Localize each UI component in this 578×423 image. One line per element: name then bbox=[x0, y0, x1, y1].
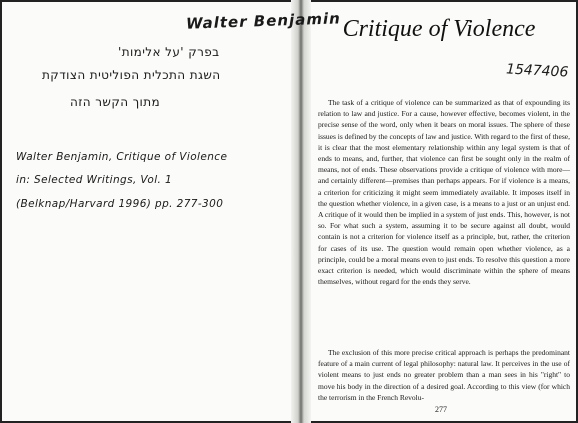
citation-line-1: Walter Benjamin, Critique of Violence bbox=[16, 151, 228, 163]
body-paragraph-2: The exclusion of this more precise critical approach is perhaps the predominant feature of a main current of legal philosophy: natural law. It perceives in the use of violent means to just ends no greater problem than a man sees in his "right" to move his body in the direction of a desired goal. According to this view (for which the terrorism in the French Revolu- bbox=[318, 348, 570, 402]
citation-line-3: (Belknap/Harvard 1996) pp. 277-300 bbox=[16, 198, 224, 210]
scan-border-top bbox=[0, 0, 578, 2]
citation-line-2: in: Selected Writings, Vol. 1 bbox=[16, 174, 173, 186]
hebrew-note-line-2: השגת התכלית הפוליטית הצודקת bbox=[42, 68, 221, 82]
chapter-title: Critique of Violence bbox=[342, 16, 536, 42]
body-paragraph-1: The task of a critique of violence can be summarized as that of expounding its relation to law and justice. For a cause, however effective, becomes violent, in the precise sense of the word, only when it bears on moral issues. The sphere of these issues is defined by the concepts of law and justice. With regard to the first of these, it is clear that the most elementary relationship within any legal system is that of ends to means, and, further, that violence can first be sought only in the realm of means, not of ends. These observations provide a critique of violence with more—and certainly different—premises than perhaps appears. For if violence is a means, a criterion for criticizing it might seem immediately available. It imposes itself in the question whether violence, in a given case, is a means to a just or an unjust end. A critique of it would then be implied in a system of just ends. This, however, is not so. For what such a system, assuming it to be secure against all doubt, would contain is not a criterion for violence itself as a principle, but, rather, the criterion for cases of its use. The question would remain open whether violence, as a principle, could be a moral means even to just ends. To resolve this question a more exact criterion is needed, which would discriminate within the sphere of means themselves, without regard for the ends they serve. bbox=[318, 98, 570, 287]
handwritten-call-number: 1547406 bbox=[505, 61, 569, 81]
scan-border-left bbox=[0, 0, 2, 423]
page-number: 277 bbox=[435, 405, 447, 414]
handwritten-signature: Walter Benjamin bbox=[185, 9, 342, 33]
book-spine-gutter bbox=[291, 0, 311, 423]
hebrew-note-line-3: מתוך הקשר הזה bbox=[70, 95, 161, 109]
hebrew-note-line-1: בפרק 'על אלימות' bbox=[118, 45, 220, 59]
